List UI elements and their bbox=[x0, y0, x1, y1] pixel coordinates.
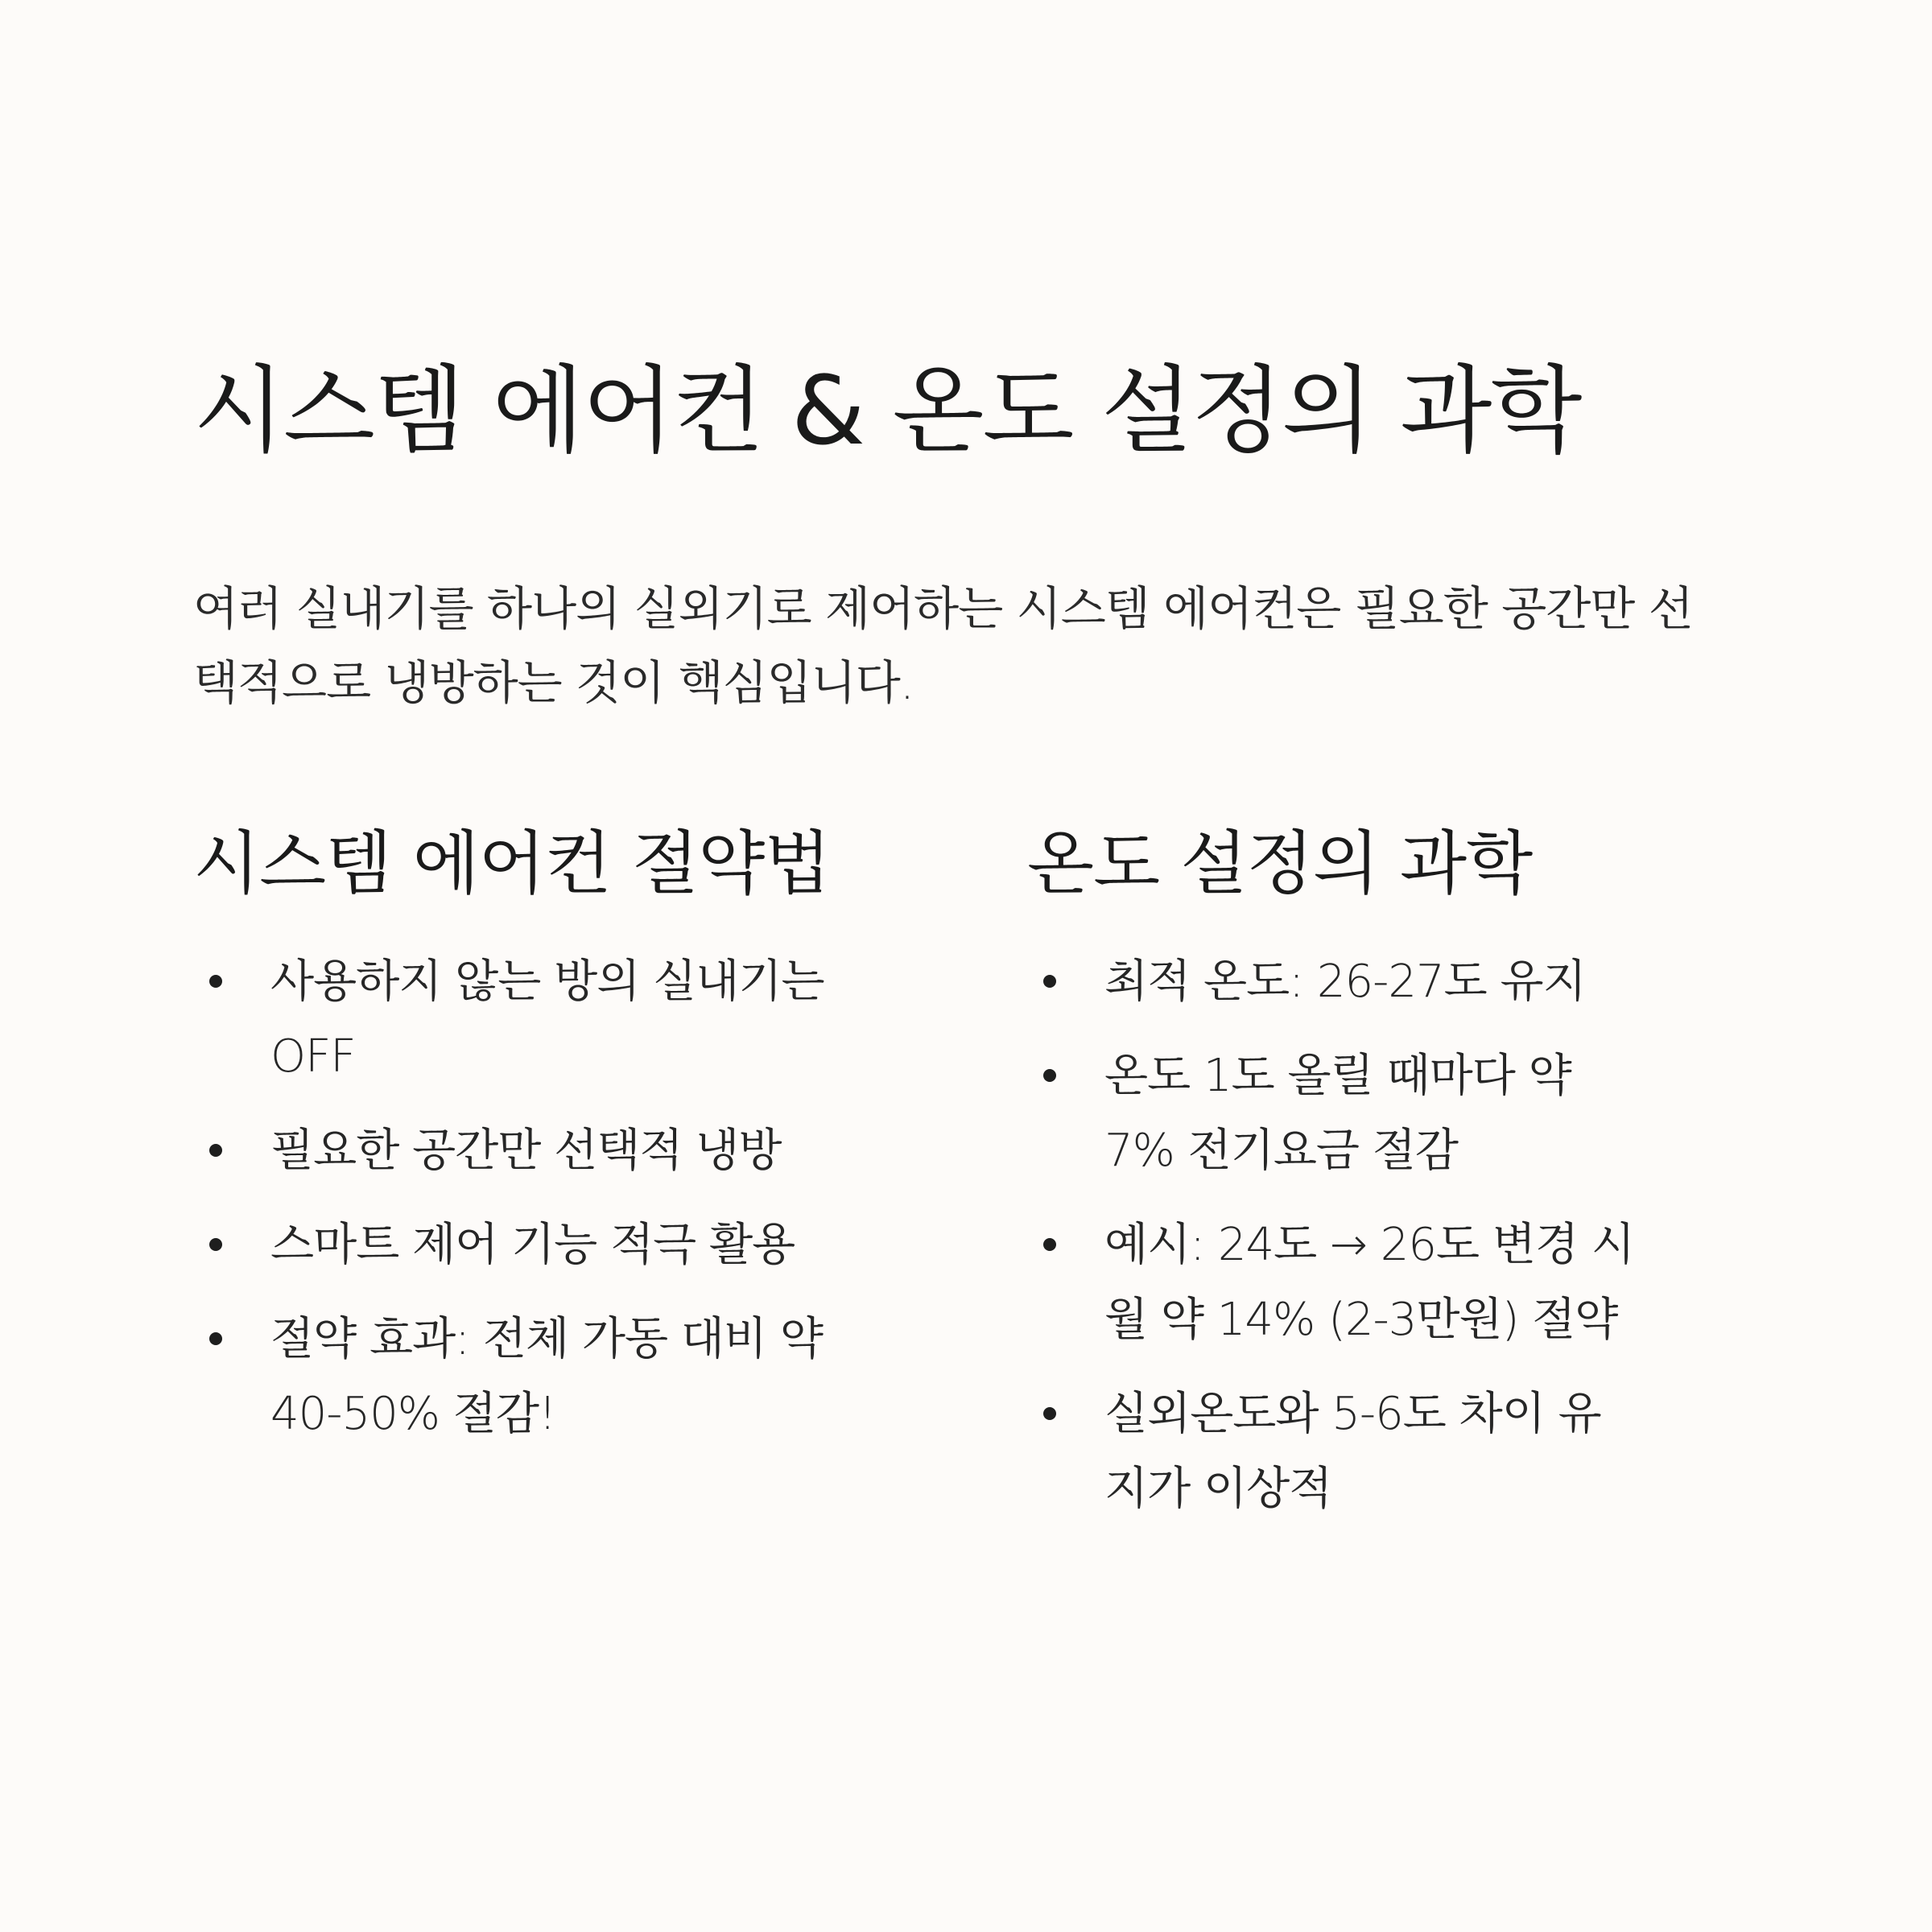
page-title: 시스템 에어컨 & 온도 설정의 과학 bbox=[193, 355, 1581, 466]
list-item bbox=[1027, 1208, 1636, 1357]
right-bullet-list bbox=[1027, 944, 1723, 1526]
list-item bbox=[1027, 1038, 1636, 1188]
intro-paragraph: 여러 실내기를 하나의 실외기로 제어하는 시스템 에어컨은 필요한 공간만 선택적으로 냉방하는 것이 핵심입니다. bbox=[193, 580, 1693, 710]
list-item-text: 필요한 공간만 선택적 냉방 bbox=[270, 1124, 782, 1177]
list-item-text: 최적 온도: 26-27도 유지 bbox=[1104, 955, 1586, 1008]
list-item-text: 예시: 24도 → 26도 변경 시 월 약 14% (2-3만원) 절약 bbox=[1104, 1218, 1634, 1346]
left-bullet-list bbox=[193, 944, 1027, 1451]
bullet-icon bbox=[1043, 975, 1056, 988]
list-item bbox=[1027, 944, 1636, 1019]
left-column bbox=[193, 823, 1027, 1546]
bullet-icon bbox=[209, 1238, 222, 1251]
right-column-heading: 온도 설정의 과학 bbox=[1027, 823, 1533, 904]
list-item bbox=[193, 1208, 866, 1282]
list-item bbox=[193, 1302, 866, 1451]
list-item bbox=[193, 1113, 866, 1188]
bullet-icon bbox=[209, 1144, 222, 1157]
list-item-text: 절약 효과: 전체 가동 대비 약 40-50% 절감! bbox=[270, 1312, 823, 1440]
left-column-heading: 시스템 에어컨 절약법 bbox=[193, 823, 831, 904]
bullet-icon bbox=[1043, 1407, 1056, 1420]
list-item bbox=[1027, 1377, 1636, 1526]
list-item-text: 스마트 제어 기능 적극 활용 bbox=[270, 1218, 795, 1271]
bullet-icon bbox=[209, 975, 222, 988]
list-item-text: 사용하지 않는 방의 실내기는 OFF bbox=[270, 955, 824, 1083]
bullet-icon bbox=[209, 1332, 222, 1345]
bullet-icon bbox=[1043, 1069, 1056, 1082]
list-item bbox=[193, 944, 866, 1094]
list-item-text: 온도 1도 올릴 때마다 약 7% 전기요금 절감 bbox=[1104, 1049, 1571, 1177]
slide bbox=[193, 354, 1723, 1546]
bullet-icon bbox=[1043, 1238, 1056, 1251]
right-column bbox=[1027, 823, 1723, 1546]
list-item-text: 실외온도와 5-6도 차이 유지가 이상적 bbox=[1104, 1387, 1601, 1515]
columns bbox=[193, 823, 1723, 1546]
